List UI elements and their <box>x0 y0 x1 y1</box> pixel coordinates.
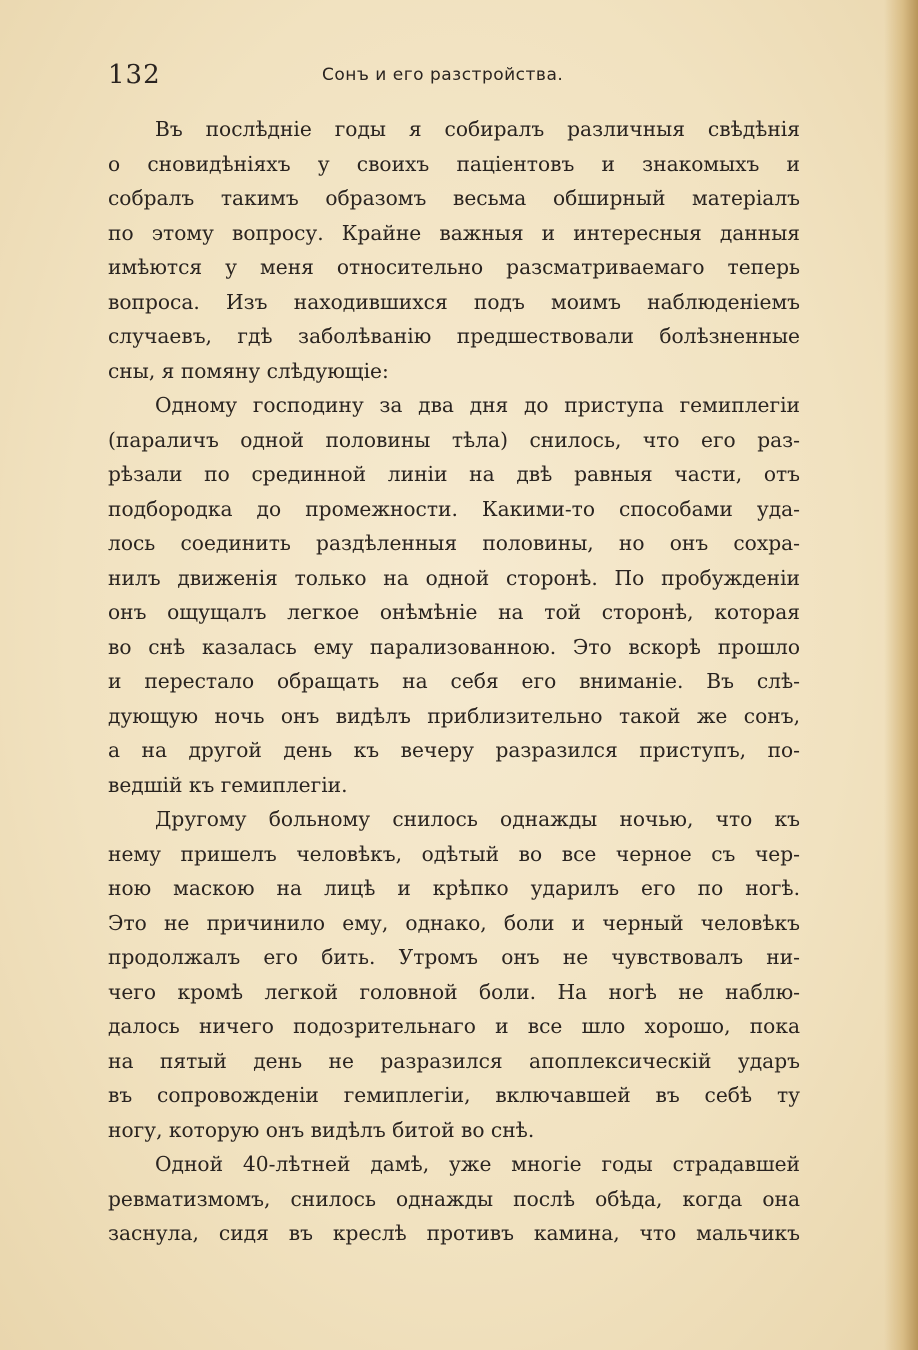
text-line: Другому больному снилось однажды ночью, что къ <box>155 807 800 831</box>
text-line: чего кромѣ легкой головной боли. На ногѣ не наблю- <box>108 979 800 1004</box>
text-line: въ сопровожденіи гемиплегіи, включавшей въ себѣ ту <box>108 1083 800 1107</box>
text-line: имѣются у меня относительно разсматриваемаго теперь <box>108 255 800 279</box>
text-line: (параличъ одной половины тѣла) снилось, что его раз- <box>108 427 800 452</box>
text-line: во снѣ казалась ему парализованною. Это вскорѣ прошло <box>108 634 800 659</box>
text-line: продолжалъ его бить. Утромъ онъ не чувствовалъ ни- <box>108 945 800 969</box>
text-line: случаевъ, гдѣ заболѣванію предшествовали болѣзненные <box>108 324 800 348</box>
text-line: лось соединить раздѣленныя половины, но онъ сохра- <box>108 531 800 555</box>
running-title: Сонъ и его разстройства. <box>322 65 564 85</box>
text-line: дующую ночь онъ видѣлъ приблизительно такой же сонъ, <box>108 703 800 728</box>
text-line: Это не причинило ему, однако, боли и черный человѣкъ <box>108 910 800 935</box>
text-line: нилъ движенія только на одной сторонѣ. По пробужденіи <box>108 565 800 590</box>
text-line: сны, я помяну слѣдующіе: <box>108 358 389 383</box>
text-line: подбородка до промежности. Какими-то способами уда- <box>108 496 800 521</box>
text-line: о сновидѣніяхъ у своихъ паціентовъ и знакомыхъ и <box>108 151 800 176</box>
text-line: онъ ощущалъ легкое онѣмѣніе на той сторонѣ, которая <box>108 600 800 624</box>
text-line: нему пришелъ человѣкъ, одѣтый во все черное съ чер- <box>108 841 800 866</box>
text-line: далось ничего подозрительнаго и все шло хорошо, пока <box>108 1014 800 1038</box>
text-line: ною маскою на лицѣ и крѣпко ударилъ его по ногѣ. <box>108 876 800 900</box>
text-line: рѣзали по срединной линіи на двѣ равныя части, отъ <box>108 462 800 486</box>
page-edge-shadow <box>884 0 918 1350</box>
text-line: вопроса. Изъ находившихся подъ моимъ наблюденіемъ <box>108 289 800 314</box>
text-line: по этому вопросу. Крайне важныя и интересныя данныя <box>108 220 800 245</box>
text-line: Одной 40-лѣтней дамѣ, уже многіе годы страдавшей <box>155 1152 800 1176</box>
text-line: на пятый день не разразился апоплексическій ударъ <box>108 1048 800 1073</box>
page-number: 132 <box>108 60 161 90</box>
text-line: собралъ такимъ образомъ весьма обширный матеріалъ <box>108 186 800 210</box>
text-line: ревматизмомъ, снилось однажды послѣ обѣда, когда она <box>108 1186 800 1211</box>
text-line: ногу, которую онъ видѣлъ битой во снѣ. <box>108 1117 535 1142</box>
text-line: Въ послѣдніе годы я собиралъ различныя свѣдѣнія <box>155 117 800 141</box>
text-line: заснула, сидя въ креслѣ противъ камина, что мальчикъ <box>108 1221 800 1245</box>
text-line: Одному господину за два дня до приступа гемиплегіи <box>155 393 800 417</box>
text-line: и перестало обращать на себя его вниманіе. Въ слѣ- <box>108 669 800 693</box>
text-line: а на другой день къ вечеру разразился приступъ, по- <box>108 738 800 762</box>
page-header <box>108 58 808 92</box>
body-text <box>108 112 800 1251</box>
text-line: ведшій къ гемиплегіи. <box>108 772 348 797</box>
